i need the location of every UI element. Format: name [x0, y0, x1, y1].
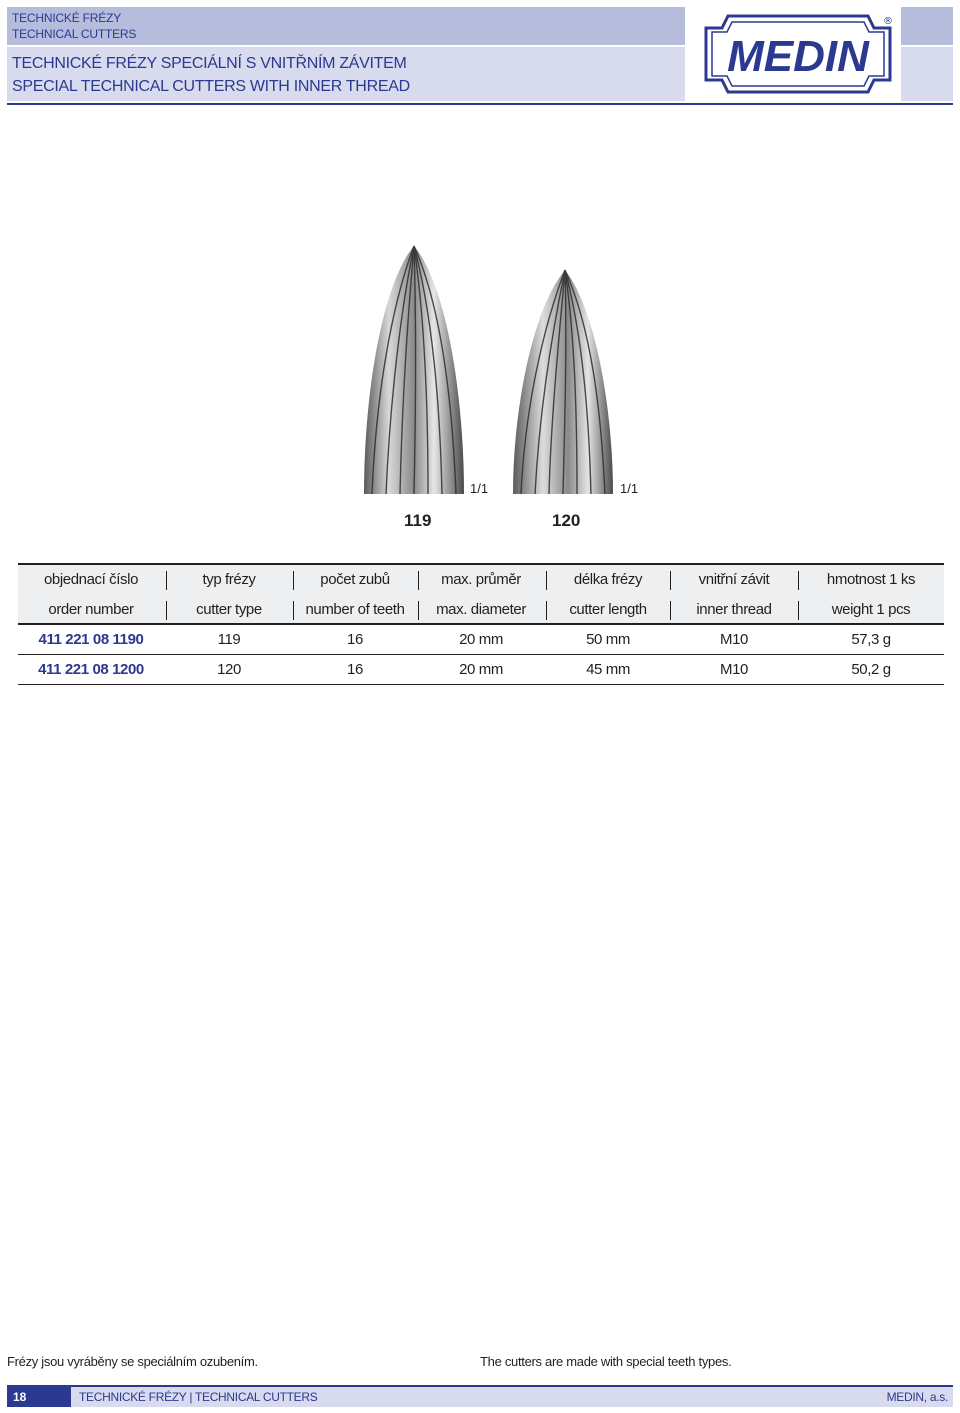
- col-separator: [166, 601, 167, 620]
- td-thread: M10: [720, 661, 748, 678]
- th-weight-en: weight 1 pcs: [831, 601, 911, 618]
- th-order-number-en: order number: [48, 601, 134, 618]
- td-length: 50 mm: [586, 631, 630, 648]
- svg-text:®: ®: [883, 16, 893, 27]
- td-thread: M10: [720, 631, 748, 648]
- footer-company: MEDIN, a.s.: [886, 1390, 948, 1404]
- td-length: 45 mm: [586, 661, 630, 678]
- th-order-number-cs: objednací číslo: [43, 571, 139, 588]
- page-title-cs: TECHNICKÉ FRÉZY SPECIÁLNÍ S VNITŘNÍM ZÁVITEM: [12, 55, 407, 72]
- medin-logo: [700, 8, 896, 100]
- th-weight-cs: hmotnost 1 ks: [826, 571, 916, 588]
- col-separator: [418, 571, 419, 590]
- note-en: The cutters are made with special teeth types.: [480, 1354, 732, 1369]
- scale-119: 1/1: [470, 481, 489, 496]
- cutter-119-image: [362, 244, 466, 496]
- table-row: [18, 655, 944, 685]
- page-number: 18: [7, 1387, 71, 1407]
- th-thread-cs: vnitřní závit: [698, 571, 770, 588]
- table-header-row-cs: [18, 565, 944, 595]
- th-length-en: cutter length: [569, 601, 647, 618]
- td-weight: 50,2 g: [851, 661, 891, 678]
- col-separator: [546, 571, 547, 590]
- header-rule: [7, 103, 953, 105]
- cutter-120-image: [511, 268, 615, 496]
- th-thread-en: inner thread: [696, 601, 772, 618]
- cutter-label-119: 119: [404, 511, 432, 530]
- td-weight: 57,3 g: [851, 631, 891, 648]
- header-right-band-top: [901, 7, 953, 45]
- col-separator: [546, 601, 547, 620]
- col-separator: [418, 601, 419, 620]
- th-diameter-en: max. diameter: [436, 601, 526, 618]
- header-right-band-bottom: [901, 47, 953, 101]
- table-bottom-rule: [18, 684, 944, 685]
- td-teeth: 16: [347, 631, 363, 648]
- note-cs: Frézy jsou vyráběny se speciálním ozubením.: [7, 1354, 258, 1369]
- td-diameter: 20 mm: [459, 661, 503, 678]
- td-order-number: 411 221 08 1190: [38, 631, 144, 648]
- th-teeth-cs: počet zubů: [320, 571, 390, 588]
- col-separator: [670, 571, 671, 590]
- svg-text:MEDIN: MEDIN: [727, 32, 869, 81]
- col-separator: [166, 571, 167, 590]
- td-teeth: 16: [347, 661, 363, 678]
- td-cutter-type: 119: [217, 631, 241, 648]
- col-separator: [670, 601, 671, 620]
- col-separator: [293, 571, 294, 590]
- col-separator: [293, 601, 294, 620]
- th-cutter-type-cs: typ frézy: [202, 571, 256, 588]
- category-en: TECHNICAL CUTTERS: [12, 27, 137, 41]
- scale-120: 1/1: [620, 481, 639, 496]
- td-cutter-type: 120: [217, 661, 241, 678]
- cutter-label-120: 120: [552, 511, 581, 530]
- footer-section-title: TECHNICKÉ FRÉZY | TECHNICAL CUTTERS: [79, 1390, 318, 1404]
- table-header-row-en: [18, 595, 944, 625]
- td-order-number: 411 221 08 1200: [38, 661, 144, 678]
- table-row: [18, 625, 944, 655]
- page-title-en: SPECIAL TECHNICAL CUTTERS WITH INNER THREAD: [12, 78, 410, 95]
- col-separator: [798, 601, 799, 620]
- category-cs: TECHNICKÉ FRÉZY: [12, 11, 122, 25]
- td-diameter: 20 mm: [459, 631, 503, 648]
- th-teeth-en: number of teeth: [305, 601, 405, 618]
- col-separator: [798, 571, 799, 590]
- th-length-cs: délka frézy: [573, 571, 643, 588]
- th-diameter-cs: max. průměr: [441, 571, 521, 588]
- th-cutter-type-en: cutter type: [196, 601, 262, 618]
